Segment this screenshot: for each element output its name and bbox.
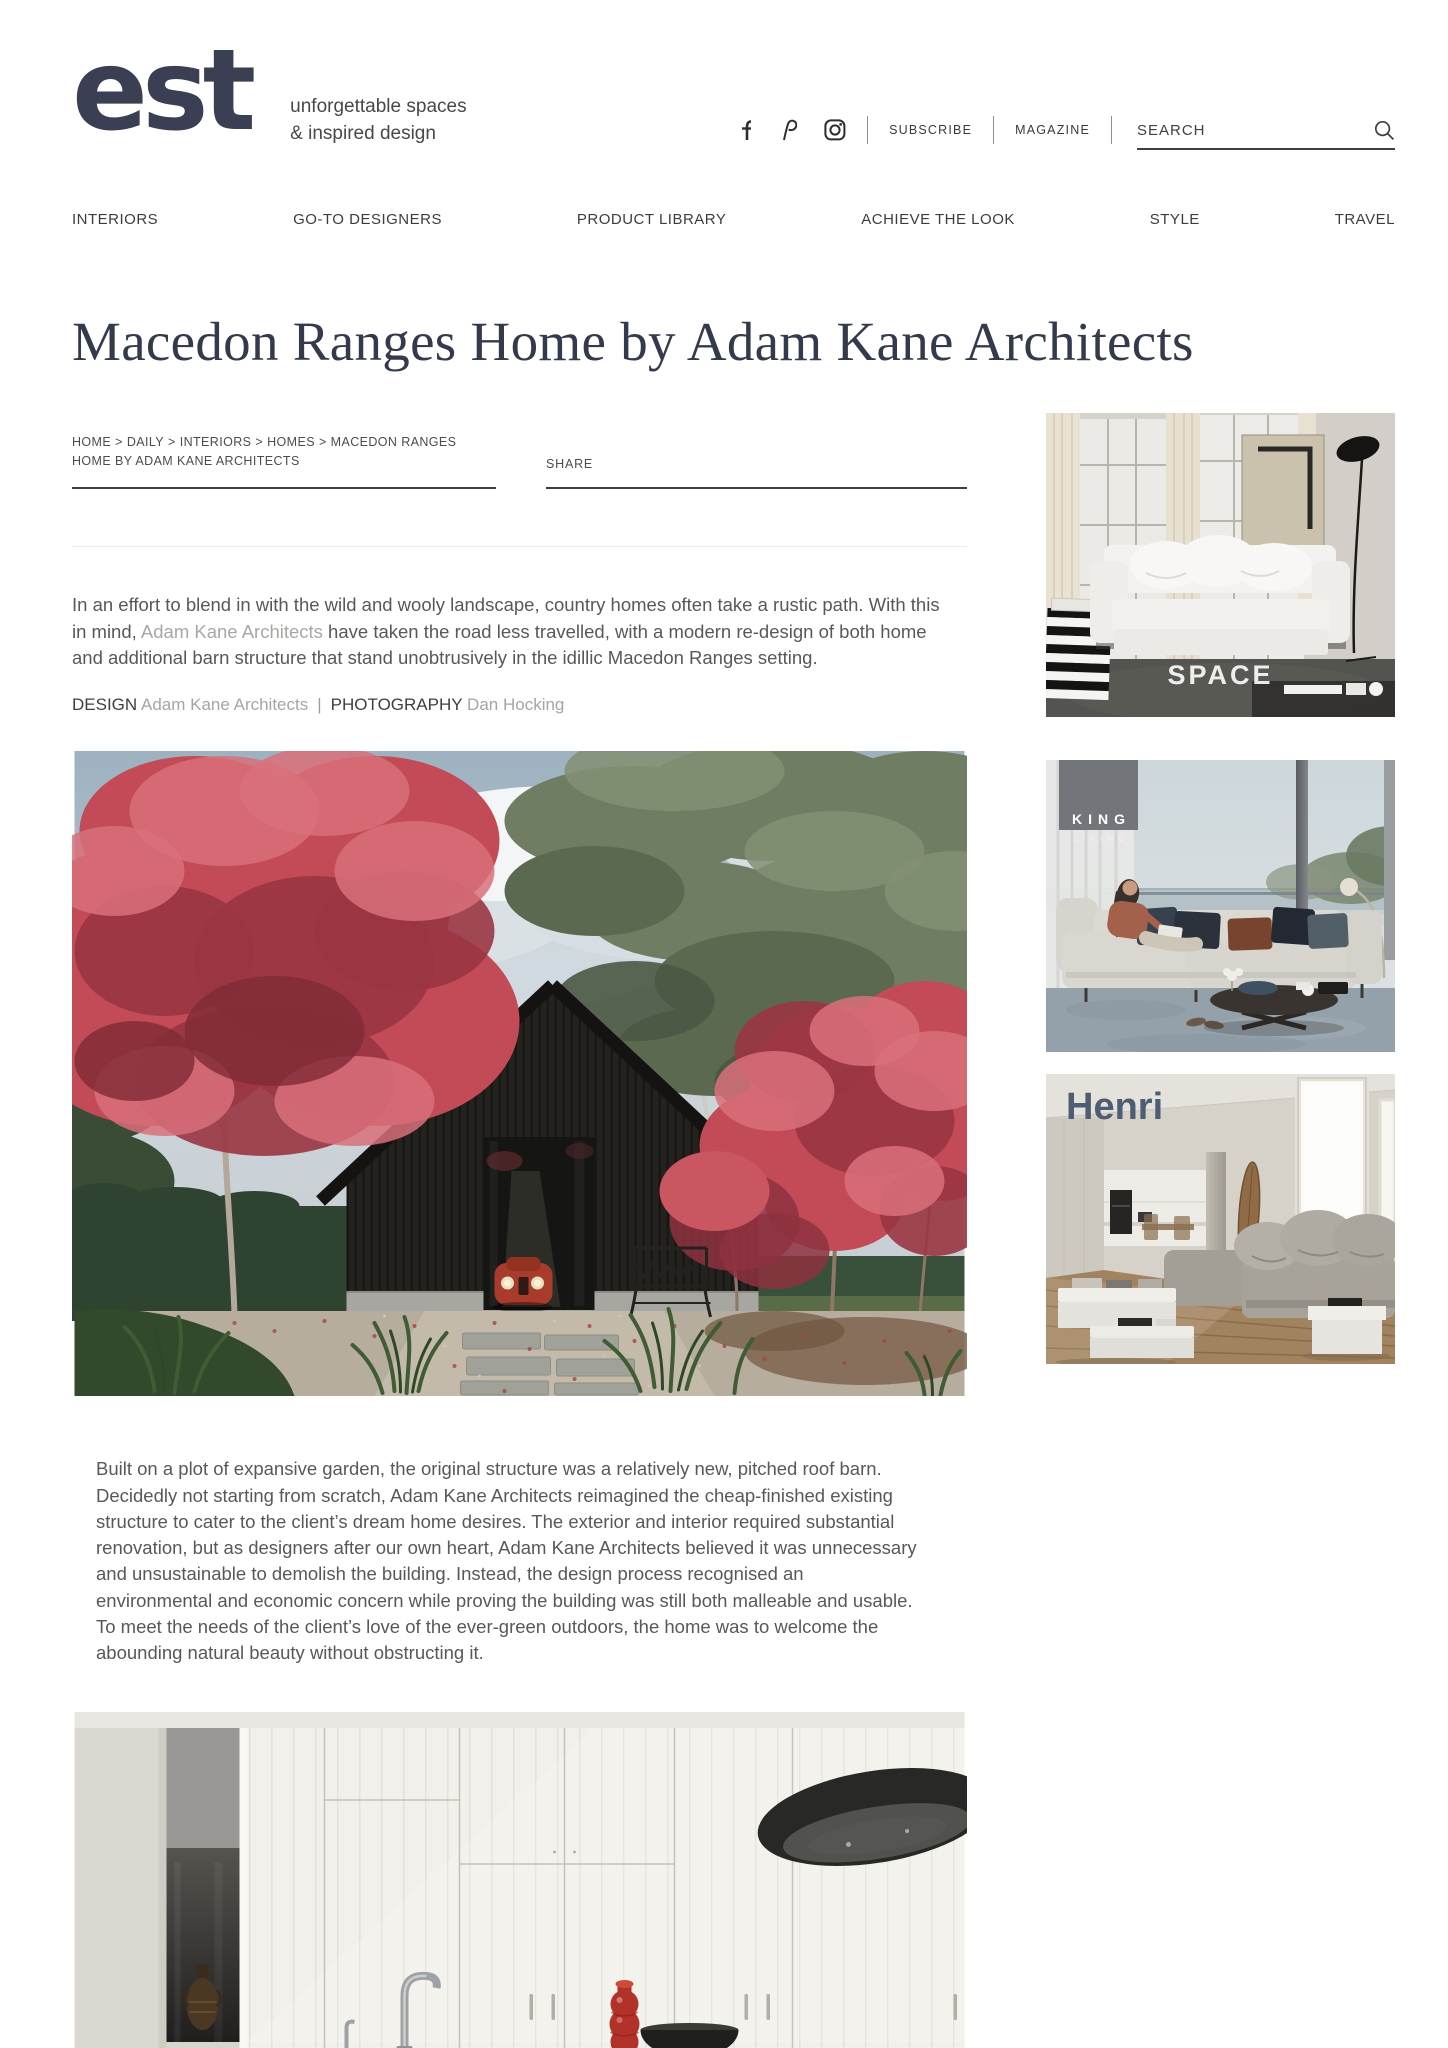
search-box[interactable]	[1137, 120, 1395, 150]
alcove	[167, 1728, 240, 2048]
share-button[interactable]: SHARE	[546, 457, 594, 472]
page-title: Macedon Ranges Home by Adam Kane Architects	[72, 311, 1194, 373]
nav-item-go-to-designers[interactable]: GO-TO DESIGNERS	[293, 211, 442, 229]
henri-ad-brand: Henri	[1066, 1085, 1164, 1128]
sidebar	[1046, 413, 1395, 1364]
concrete-column	[1206, 1152, 1226, 1264]
breadcrumb-current: MACEDON RANGES HOME BY ADAM KANE ARCHITECTS	[72, 434, 457, 469]
tagline-line-1: unforgettable spaces	[290, 96, 467, 117]
king-logo-badge	[1059, 760, 1138, 830]
king-ad-brand: KING	[1072, 810, 1131, 827]
left-wall	[1046, 1118, 1104, 1278]
ad-king-living[interactable]	[1046, 760, 1395, 1052]
windows	[1292, 1078, 1395, 1228]
left-wall	[75, 1728, 167, 2048]
brand-tagline	[290, 94, 466, 147]
artwork	[1242, 435, 1324, 547]
breadcrumb-separator: >	[115, 434, 123, 449]
photography-label: PHOTOGRAPHY	[330, 695, 463, 715]
magazine-link[interactable]: MAGAZINE	[1015, 122, 1090, 137]
breadcrumb-daily[interactable]: DAILY	[126, 434, 165, 449]
nav-item-product-library[interactable]: PRODUCT LIBRARY	[576, 211, 727, 229]
breadcrumb-separator: >	[168, 434, 176, 449]
credits-line	[72, 695, 967, 715]
photography-value: Dan Hocking	[467, 695, 565, 715]
est-logo[interactable]: est	[72, 26, 251, 156]
nav-item-travel[interactable]: TRAVEL	[1334, 211, 1395, 229]
red-tractor	[493, 1257, 553, 1312]
nav-item-achieve-the-look[interactable]: ACHIEVE THE LOOK	[861, 211, 1015, 229]
site-header	[72, 0, 1395, 156]
search-input[interactable]	[1137, 122, 1374, 139]
back-kitchen	[1104, 1170, 1212, 1246]
ad-space-furniture[interactable]	[1046, 413, 1395, 717]
header-divider	[1111, 116, 1112, 144]
white-side-table	[1302, 1298, 1390, 1361]
social-links	[738, 118, 846, 141]
intro-text-post: have taken the road less travelled, with a modern re-design of both home and additional barn structure that stand unobtrusively in the idillic Macedon Ranges setting.	[72, 620, 927, 668]
hero-photo-black-barn	[72, 751, 967, 1396]
ceiling	[75, 1712, 965, 1728]
hero-illustration	[72, 751, 967, 1396]
space-ad-brand: SPACE	[1167, 659, 1274, 690]
kitchen-illustration	[72, 1712, 967, 2048]
breadcrumb-homes[interactable]: HOMES	[267, 434, 315, 449]
article-column	[72, 413, 967, 2048]
main-nav	[72, 211, 1395, 228]
kitchen-photo	[72, 1712, 967, 2048]
search-icon[interactable]	[1374, 120, 1395, 141]
share-block	[546, 457, 967, 489]
header-utility	[738, 112, 1395, 147]
intro-architect-link[interactable]: Adam Kane Architects	[140, 620, 323, 642]
breadcrumb	[72, 433, 496, 490]
body-paragraph: Built on a plot of expansive garden, the original structure was a relatively new, pitched roof barn. Decidedly not starting from scratch, Adam Kane Architects reimagined the cheap-finished existing structure to cater to the client’s dream home desires. The exterior and interior required substantial renovation, but as designers after our own heart, Adam Kane Architects believed it was unnecessary and unsustainable to demolish the building. Instead, the design process recognised an environmental and economic concern while proving the building was still both malleable and usable. To meet the needs of the client’s love of the ever-green outdoors, the home was to welcome the abounding natural beauty without obstructing it.	[96, 1458, 917, 1664]
meta-row	[72, 413, 967, 490]
section-divider	[72, 546, 967, 547]
intro-paragraph	[72, 592, 967, 671]
header-divider	[867, 116, 868, 144]
intro-text-pre: In an effort to blend in with the wild and wooly landscape, country homes often take a rustic path. With this in mind,	[72, 594, 940, 642]
header-divider	[993, 116, 994, 144]
subscribe-link[interactable]: SUBSCRIBE	[889, 122, 973, 137]
breadcrumb-home[interactable]: HOME	[72, 434, 112, 449]
pinterest-icon[interactable]	[778, 118, 797, 141]
barn-opening	[484, 1137, 595, 1312]
black-bowl	[641, 2023, 739, 2048]
tagline-line-2: & inspired design	[290, 122, 436, 144]
nav-item-style[interactable]: STYLE	[1149, 211, 1200, 229]
design-label: DESIGN	[72, 695, 138, 715]
instagram-icon[interactable]	[824, 119, 846, 141]
ad-henri[interactable]	[1046, 1074, 1395, 1364]
breadcrumb-separator: >	[318, 434, 327, 449]
breadcrumb-interiors[interactable]: INTERIORS	[179, 434, 252, 449]
breadcrumb-separator: >	[255, 434, 264, 449]
credits-separator: |	[317, 695, 322, 715]
nav-item-interiors[interactable]: INTERIORS	[72, 211, 159, 229]
facebook-icon[interactable]	[738, 119, 751, 141]
content-area	[72, 413, 1395, 2048]
design-value[interactable]: Adam Kane Architects	[140, 695, 309, 715]
king-ad-sub-brand: LIVING	[1072, 833, 1130, 843]
